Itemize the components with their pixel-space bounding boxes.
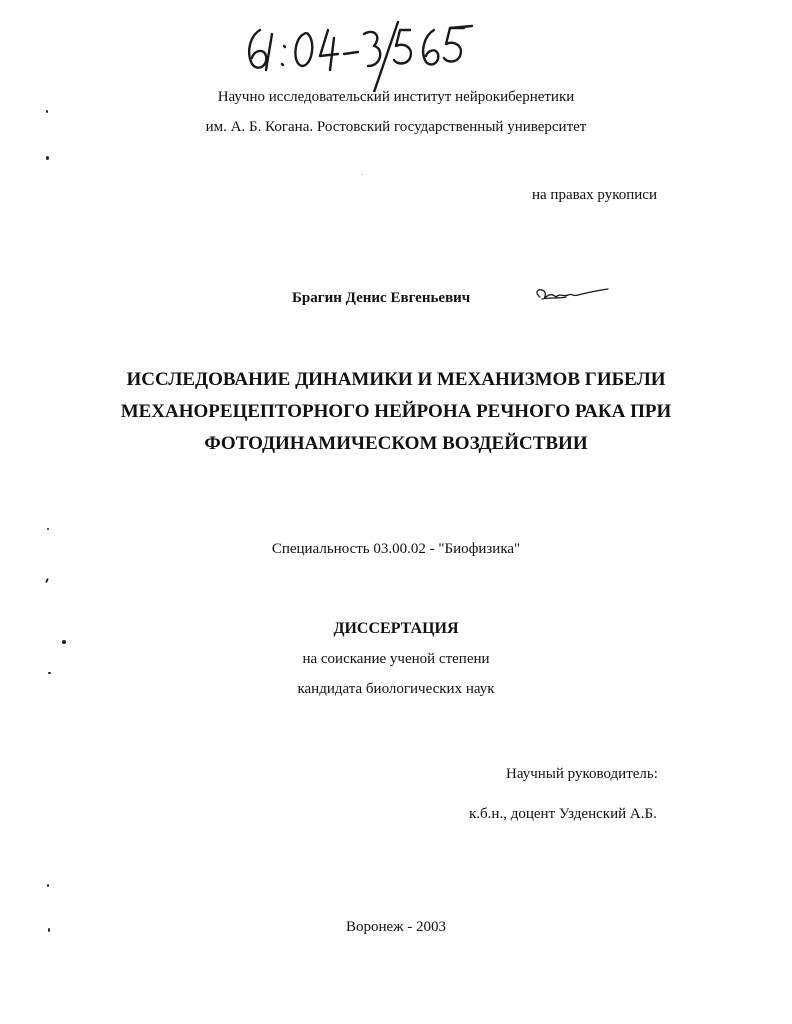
author-signature: [530, 283, 620, 307]
scan-speck: [46, 110, 48, 113]
scan-speck: [47, 884, 49, 887]
scan-speck: [48, 928, 50, 932]
scan-speck: [45, 578, 49, 583]
place-year: Воронеж - 2003: [345, 919, 447, 935]
handwritten-archive-mark: [232, 12, 482, 92]
title-line-1: ИССЛЕДОВАНИЕ ДИНАМИКИ И МЕХАНИЗМОВ ГИБЕЛИ: [126, 369, 666, 390]
supervisor-name: к.б.н., доцент Узденский А.Б.: [469, 806, 657, 822]
scan-speck: [46, 156, 49, 160]
title-line-3: ФОТОДИНАМИЧЕСКОМ ВОЗДЕЙСТВИИ: [204, 433, 588, 454]
dissertation-line-2: кандидата биологических наук: [297, 681, 495, 697]
title-line-2: МЕХАНОРЕЦЕПТОРНОГО НЕЙРОНА РЕЧНОГО РАКА ПРИ: [120, 401, 672, 422]
author-name: Брагин Денис Евгеньевич: [292, 290, 471, 306]
manuscript-rights: на правах рукописи: [532, 187, 657, 203]
dissertation-heading: ДИССЕРТАЦИЯ: [333, 620, 459, 637]
scan-speck: [62, 640, 66, 644]
supervisor-label: Научный руководитель:: [506, 766, 658, 782]
institution-line-2: им. А. Б. Когана. Ростовский государственный университет: [205, 119, 587, 135]
scan-speck: [362, 174, 363, 175]
dissertation-line-1: на соискание ученой степени: [302, 651, 490, 667]
institution-line-1: Научно исследовательский институт нейрокибернетики: [217, 89, 575, 105]
specialty: Специальность 03.00.02 - "Биофизика": [271, 541, 521, 557]
scan-speck: [47, 528, 49, 530]
scan-speck: [48, 672, 51, 674]
